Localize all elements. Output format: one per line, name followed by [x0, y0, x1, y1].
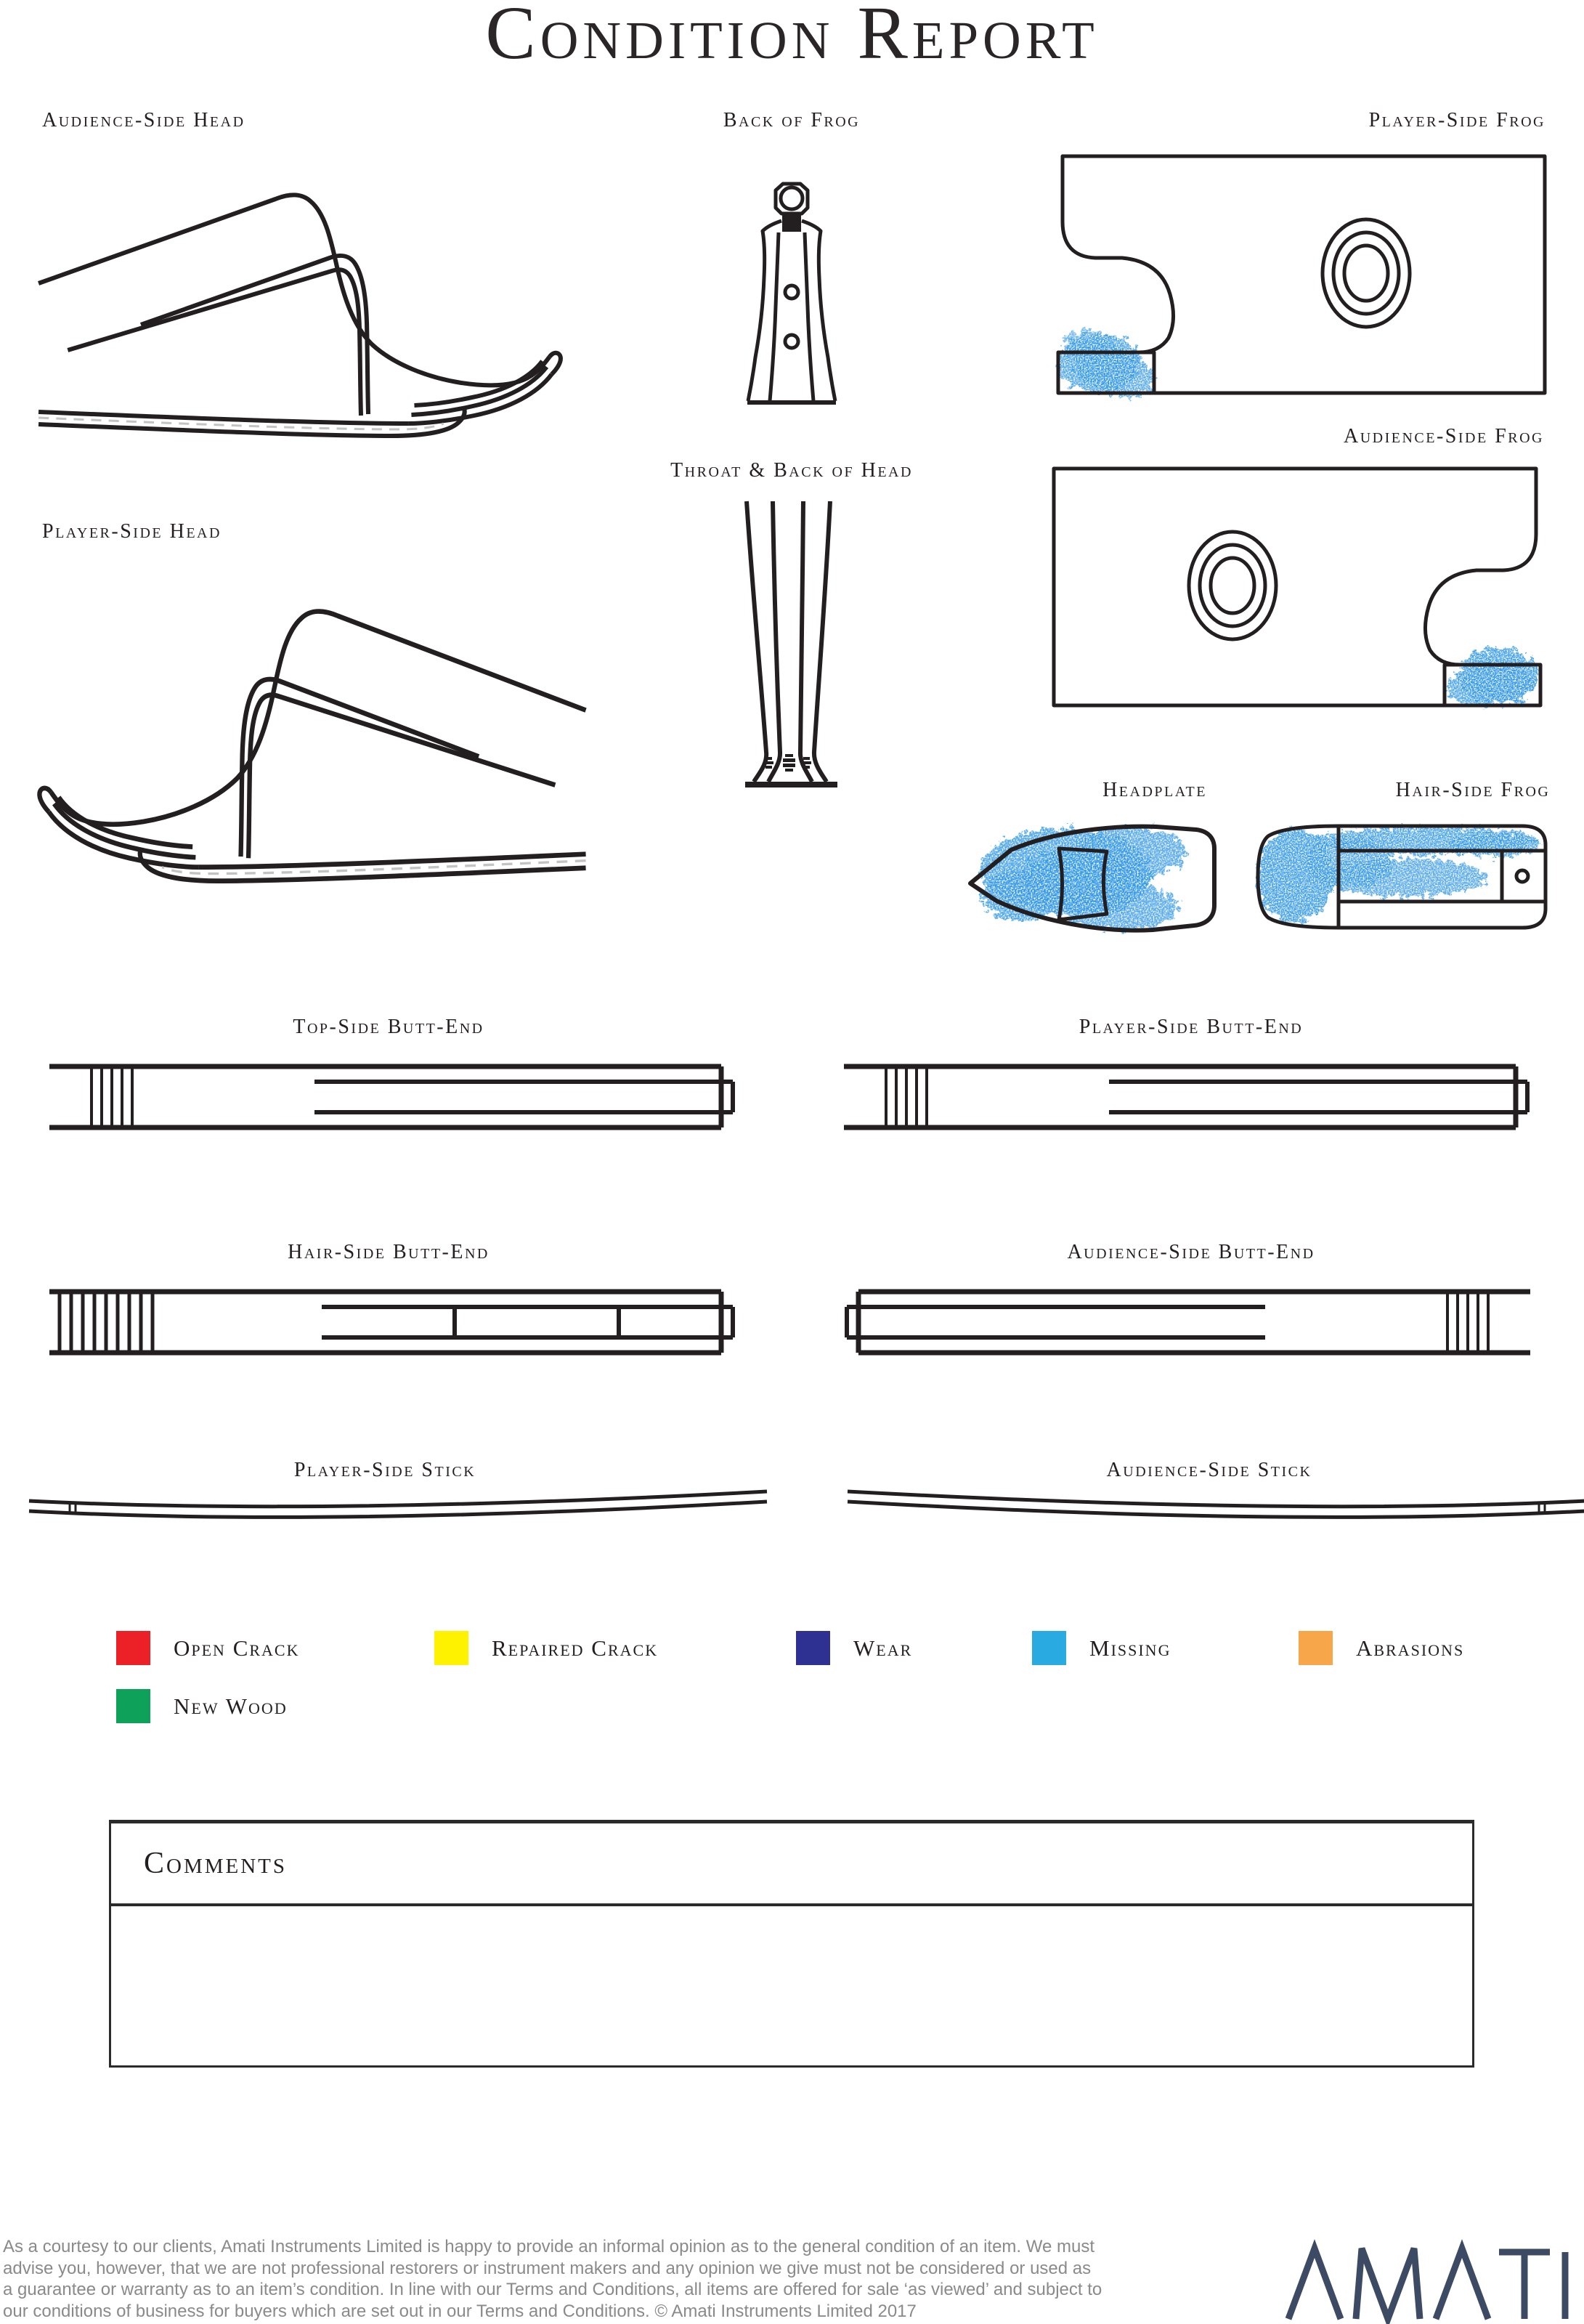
legend-label: Wear — [853, 1635, 913, 1661]
label-audience-side-frog: Audience-Side Frog — [1344, 425, 1544, 448]
audience-side-frog-diagram — [1049, 461, 1543, 712]
comments-header — [111, 1823, 1472, 1906]
disclaimer-line: our conditions of business for buyers which are set out in our Terms and Conditions. © Amati Instruments Limited 2017 — [3, 2301, 917, 2321]
label-player-side-frog: Player-Side Frog — [1368, 109, 1546, 131]
player-side-butt-end-diagram — [844, 1062, 1530, 1132]
label-hair-side-butt-end: Hair-Side Butt-End — [288, 1241, 490, 1263]
wear-swatch — [796, 1631, 830, 1665]
disclaimer-text — [3, 2236, 1102, 2322]
label-top-side-butt-end: Top-Side Butt-End — [293, 1016, 484, 1038]
frog-screw-block — [782, 214, 801, 232]
label-player-side-head: Player-Side Head — [42, 520, 222, 543]
winding-hatch — [60, 1292, 153, 1353]
player-side-stick-diagram — [28, 1489, 768, 1523]
legend-item-abrasions — [1299, 1631, 1464, 1665]
legend-label: Repaired Crack — [492, 1635, 659, 1661]
disclaimer-line: As a courtesy to our clients, Amati Instruments Limited is happy to provide an informal opinion as to the general condition of an item. We must — [3, 2237, 1094, 2256]
label-hair-side-frog: Hair-Side Frog — [1395, 779, 1551, 801]
legend-item-new-wood — [116, 1689, 288, 1723]
headplate-diagram — [967, 819, 1220, 939]
audience-side-butt-end-diagram — [844, 1287, 1530, 1357]
player-side-head-diagram — [18, 556, 592, 897]
legend-label: New Wood — [174, 1693, 288, 1719]
top-side-butt-end-diagram — [49, 1062, 736, 1132]
label-audience-side-stick: Audience-Side Stick — [1106, 1459, 1312, 1481]
missing-annotation — [980, 827, 1185, 930]
missing-annotation — [1257, 827, 1540, 922]
audience-side-head-diagram — [33, 145, 581, 450]
throat-back-of-head-diagram — [742, 501, 841, 793]
hair-side-frog-diagram — [1255, 823, 1548, 931]
repaired-crack-swatch — [434, 1631, 468, 1665]
missing-annotation — [1057, 329, 1155, 397]
comments-title: Comments — [144, 1847, 288, 1880]
label-audience-side-butt-end: Audience-Side Butt-End — [1067, 1241, 1315, 1263]
amati-logo — [1287, 2246, 1570, 2320]
page-title: Condition Report — [485, 0, 1099, 75]
new-wood-swatch — [116, 1689, 150, 1723]
comments-area — [111, 1906, 1472, 2066]
label-headplate: Headplate — [1102, 779, 1207, 801]
label-throat-back-of-head: Throat & Back of Head — [670, 459, 913, 482]
back-of-frog-diagram — [741, 183, 842, 410]
disclaimer-line: a guarantee or warranty as to an item’s condition. In line with our Terms and Conditions, all items are offered for sale ‘as viewed’ and subject to — [3, 2280, 1102, 2299]
legend-label: Open Crack — [174, 1635, 300, 1661]
winding-hatch — [886, 1066, 927, 1127]
disclaimer-line: advise you, however, that we are not professional restorers or instrument makers and any opinion we give must not be considered or used as — [3, 2258, 1092, 2278]
player-side-frog-diagram — [1055, 149, 1549, 400]
label-back-of-frog: Back of Frog — [723, 109, 861, 131]
comments-box — [109, 1820, 1474, 2068]
label-audience-side-head: Audience-Side Head — [42, 109, 245, 131]
abrasions-swatch — [1299, 1631, 1333, 1665]
open-crack-swatch — [116, 1631, 150, 1665]
audience-side-stick-diagram — [846, 1489, 1584, 1523]
legend-item-wear — [796, 1631, 912, 1665]
missing-swatch — [1032, 1631, 1066, 1665]
legend-label: Abrasions — [1356, 1635, 1465, 1661]
legend-item-open-crack — [116, 1631, 300, 1665]
hair-side-butt-end-diagram — [49, 1287, 736, 1357]
legend-item-repaired-crack — [434, 1631, 658, 1665]
missing-annotation — [1447, 648, 1538, 707]
legend-item-missing — [1032, 1631, 1171, 1665]
legend-label: Missing — [1089, 1635, 1171, 1661]
label-player-side-butt-end: Player-Side Butt-End — [1079, 1016, 1304, 1038]
winding-hatch — [92, 1066, 132, 1127]
label-player-side-stick: Player-Side Stick — [293, 1459, 476, 1481]
